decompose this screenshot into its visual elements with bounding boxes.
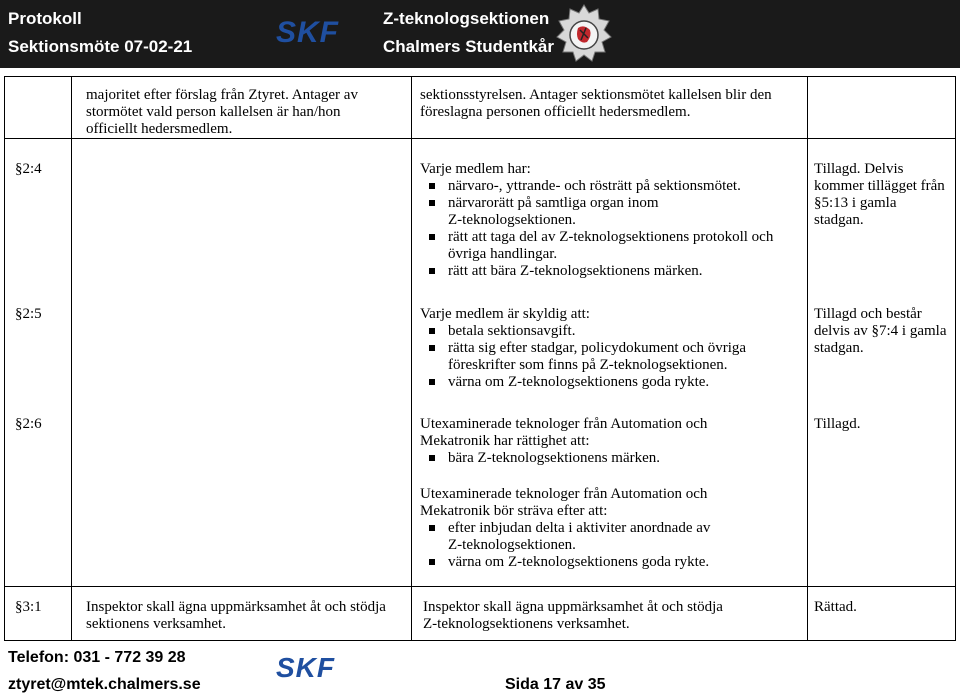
page-number: Sida 17 av 35 <box>505 676 606 693</box>
footer-phone: Telefon: 031 - 772 39 28 <box>8 649 186 666</box>
section-emblem-icon <box>556 4 612 64</box>
skf-logo: SKF <box>276 16 339 49</box>
page-header <box>0 0 960 68</box>
column-divider <box>71 77 72 640</box>
proposal-text: Inspektor skall ägna uppmärksamhet åt och stödja Z-teknologsektionens verksamhet. <box>423 599 723 632</box>
comment-text: Tillagd. Delvis kommer tillägget från §5:13 i gamla stadgan. <box>814 161 945 228</box>
section-number: §3:1 <box>15 599 42 615</box>
bullet-item: rätt att taga del av Z-teknologsektionens protokoll och övriga handlingar. <box>420 229 773 263</box>
section-number: §2:5 <box>15 306 42 322</box>
bullet-item: värna om Z-teknologsektionens goda rykte. <box>420 554 710 571</box>
section-sign: § <box>15 306 23 322</box>
column-divider <box>807 77 808 640</box>
document-type: Protokoll <box>8 9 82 28</box>
section-name: Z-teknologsektionen <box>383 9 550 28</box>
bullet-item: rätt att bära Z-teknologsektionens märken. <box>420 263 773 280</box>
row-divider <box>5 138 955 139</box>
footer-skf-logo: SKF <box>276 652 335 683</box>
bullet-item: efter inbjudan delta i aktiviter anordnade av Z-teknologsektionen. <box>420 520 710 554</box>
bullet-item: bära Z-teknologsektionens märken. <box>420 450 710 467</box>
proposal-text-continuation: sektionsstyrelsen. Antager sektionsmötet kallelsen blir den föreslagna personen officiellt hedersmedlem. <box>420 87 772 120</box>
document-table <box>4 76 956 641</box>
proposal-text: Varje medlem har: närvaro-, yttrande- och rösträtt på sektionsmötet. närvarorätt på samtliga organ inom Z-teknologsektionen. rätt att taga del av Z-teknologsektionens protokoll och övriga handlingar. rätt att bära Z-teknologsektionens märken. <box>420 161 774 279</box>
section-number: §2:4 <box>15 161 42 177</box>
comment-text: Tillagd. <box>814 416 861 432</box>
student-union: Chalmers Studentkår <box>383 37 554 56</box>
comment-text: Tillagd och består delvis av §7:4 i gamla stadgan. <box>814 306 947 356</box>
bullet-item: värna om Z-teknologsektionens goda rykte. <box>420 374 746 391</box>
section-sign: § <box>15 599 23 615</box>
second-paragraph: Utexaminerade teknologer från Automation och Mekatronik bör sträva efter att: efter inbjudan delta i aktiviter anordnade av Z-teknologsektionen. värna om Z-teknologsektionens goda rykte. <box>420 486 711 570</box>
proposal-text: Utexaminerade teknologer från Automation och Mekatronik har rättighet att: bära Z-teknologsektionens märken. Utexaminerade teknologer från Automation och Mekatronik bör sträva efter att: efter inbjudan delta i aktiviter anordnade av Z-teknologsektionen. värna om Z-teknologsektionens goda rykte. <box>420 416 711 570</box>
original-text-continuation: majoritet efter förslag från Ztyret. Antager av stormötet vald person kallelsen är han/hon officiellt hedersmedlem. <box>86 87 358 137</box>
row-divider <box>5 586 955 587</box>
bullet-item: betala sektionsavgift. <box>420 323 746 340</box>
section-sign: § <box>15 416 23 432</box>
original-text: Inspektor skall ägna uppmärksamhet åt och stödja sektionens verksamhet. <box>86 599 386 632</box>
comment-text: Rättad. <box>814 599 857 615</box>
section-number: §2:6 <box>15 416 42 432</box>
footer-email: ztyret@mtek.chalmers.se <box>8 676 201 693</box>
column-divider <box>411 77 412 640</box>
bullet-item: närvarorätt på samtliga organ inom Z-teknologsektionen. <box>420 195 773 229</box>
section-sign: § <box>15 161 23 177</box>
meeting-date: Sektionsmöte 07-02-21 <box>8 37 193 56</box>
proposal-text: Varje medlem är skyldig att: betala sektionsavgift. rätta sig efter stadgar, policydokument och övriga föreskrifter som finns på Z-teknologsektionen. värna om Z-teknologsektionens goda rykte. <box>420 306 747 390</box>
bullet-item: rätta sig efter stadgar, policydokument och övriga föreskrifter som finns på Z-teknologsektionen. <box>420 340 746 374</box>
bullet-item: närvaro-, yttrande- och rösträtt på sektionsmötet. <box>420 178 773 195</box>
